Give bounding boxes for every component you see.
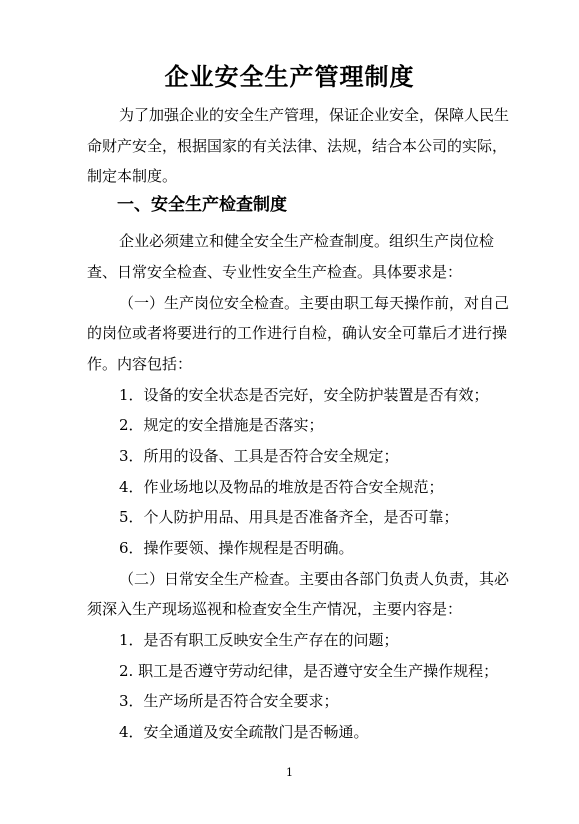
list-item: 1．设备的安全状态是否完好，安全防护装置是否有效； (119, 386, 489, 404)
list-item: 2．规定的安全措施是否落实； (119, 416, 324, 434)
subsection-line: （二）日常安全生产检查。主要由各部门负责人负责，其必 (119, 570, 510, 588)
paragraph-line: 的岗位或者将要进行的工作进行自检，确认安全可靠后才进行操 (87, 324, 508, 342)
document-title: 企业安全生产管理制度 (164, 62, 415, 91)
section-heading: 一、安全生产检查制度 (117, 195, 287, 215)
paragraph-line: 查、日常安全检查、专业性安全生产检查。具体要求是： (87, 263, 463, 281)
subsection-line: （一）生产岗位安全检查。主要由职工每天操作前，对自己 (119, 294, 510, 312)
list-item: 4．安全通道及安全疏散门是否畅通。 (119, 723, 369, 741)
list-item: 6．操作要领、操作规程是否明确。 (119, 539, 354, 557)
list-item: 3．所用的设备、工具是否符合安全规定； (119, 447, 399, 465)
paragraph-line: 作。内容包括： (87, 355, 193, 373)
paragraph-line: 制定本制度。 (87, 167, 178, 185)
list-item: 1．是否有职工反映安全生产存在的问题； (119, 631, 399, 649)
list-item: 5．个人防护用品、用具是否准备齐全，是否可靠； (119, 508, 459, 526)
paragraph-line: 企业必须建立和健全安全生产检查制度。组织生产岗位检 (119, 232, 495, 250)
page-number: 1 (286, 766, 293, 779)
paragraph-line: 为了加强企业的安全生产管理，保证企业安全，保障人民生 (119, 106, 510, 124)
paragraph-line: 须深入生产现场巡视和检查安全生产情况，主要内容是： (87, 600, 463, 618)
list-item: 3．生产场所是否符合安全要求； (119, 692, 339, 710)
list-item: 4．作业场地以及物品的堆放是否符合安全规范； (119, 478, 444, 496)
paragraph-line: 命财产安全，根据国家的有关法律、法规，结合本公司的实际， (87, 137, 508, 155)
list-item: 2. 职工是否遵守劳动纪律，是否遵守安全生产操作规程； (119, 662, 499, 680)
